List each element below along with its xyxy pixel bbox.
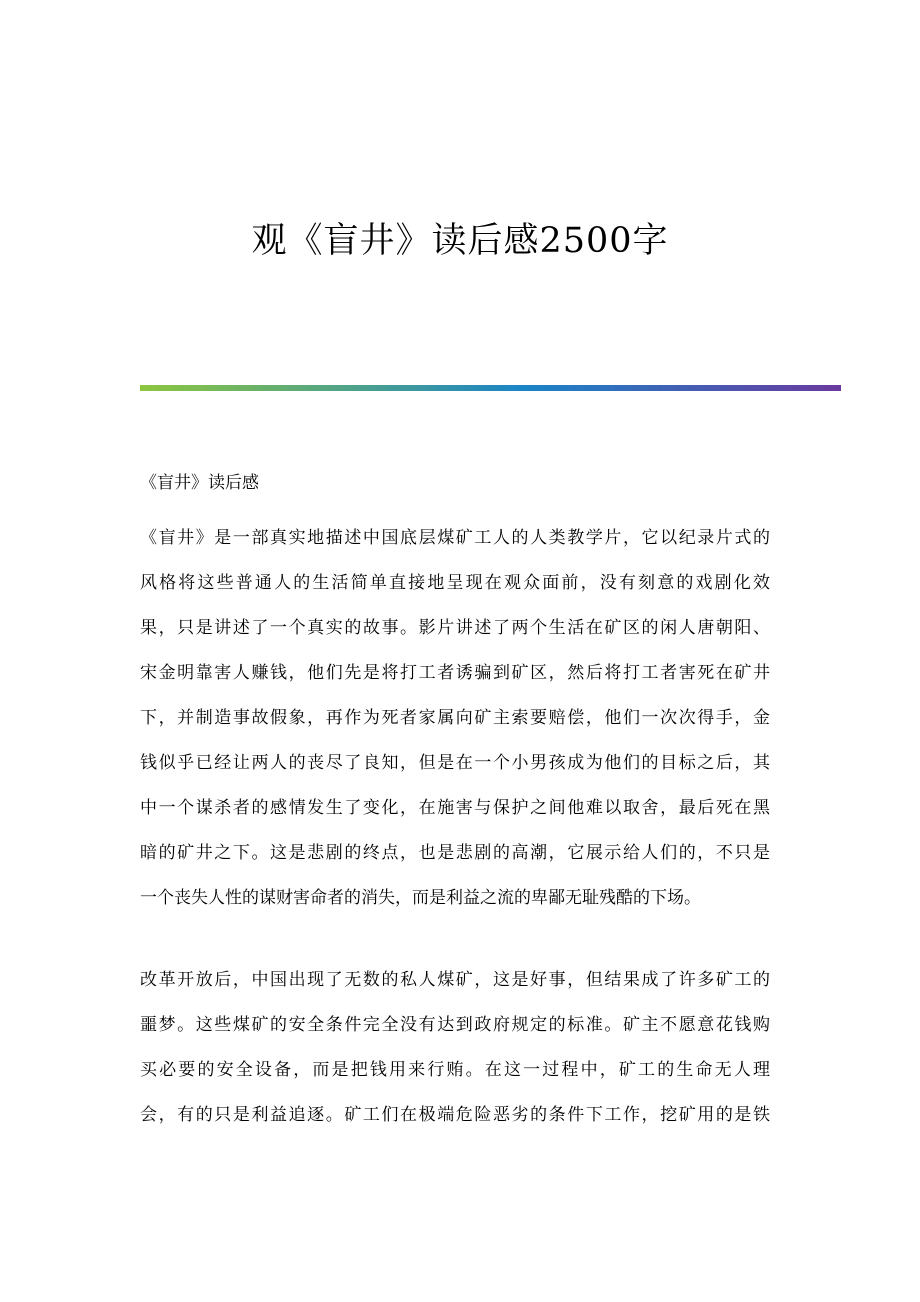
paragraph-2 (140, 958, 770, 1138)
document-title: 观《盲井》读后感2500字 (251, 221, 669, 261)
paragraph-line: 宋金明靠害人赚钱，他们先是将打工者诱骗到矿区，然后将打工者害死在矿井 (140, 663, 770, 683)
paragraph-line: 下，并制造事故假象，再作为死者家属向矿主索要赔偿，他们一次次得手，金 (140, 708, 770, 728)
paragraph-line: 噩梦。这些煤矿的安全条件完全没有达到政府规定的标准。矿主不愿意花钱购 (140, 1015, 770, 1035)
paragraph-line: 买必要的安全设备，而是把钱用来行贿。在这一过程中，矿工的生命无人理 (140, 1060, 770, 1080)
paragraph-line: 《盲井》是一部真实地描述中国底层煤矿工人的人类教学片，它以纪录片式的 (140, 528, 770, 548)
paragraph-line: 一个丧失人性的谋财害命者的消失，而是利益之流的卑鄙无耻残酷的下场。 (140, 888, 701, 908)
title-divider-rule (140, 385, 841, 391)
paragraph-1 (140, 516, 770, 921)
paragraph-line: 钱似乎已经让两人的丧尽了良知，但是在一个小男孩成为他们的目标之后，其 (140, 753, 770, 773)
paragraph-line: 果，只是讲述了一个真实的故事。影片讲述了两个生活在矿区的闲人唐朝阳、 (140, 618, 770, 638)
section-label: 《盲井》读后感 (140, 473, 259, 493)
paragraph-line: 会，有的只是利益追逐。矿工们在极端危险恶劣的条件下工作，挖矿用的是铁 (140, 1105, 770, 1125)
paragraph-line: 中一个谋杀者的感情发生了变化，在施害与保护之间他难以取舍，最后死在黑 (140, 798, 770, 818)
paragraph-line: 暗的矿井之下。这是悲剧的终点，也是悲剧的高潮，它展示给人们的，不只是 (140, 843, 770, 863)
paragraph-line: 风格将这些普通人的生活简单直接地呈现在观众面前，没有刻意的戏剧化效 (140, 573, 770, 593)
paragraph-line: 改革开放后，中国出现了无数的私人煤矿，这是好事，但结果成了许多矿工的 (140, 970, 770, 990)
